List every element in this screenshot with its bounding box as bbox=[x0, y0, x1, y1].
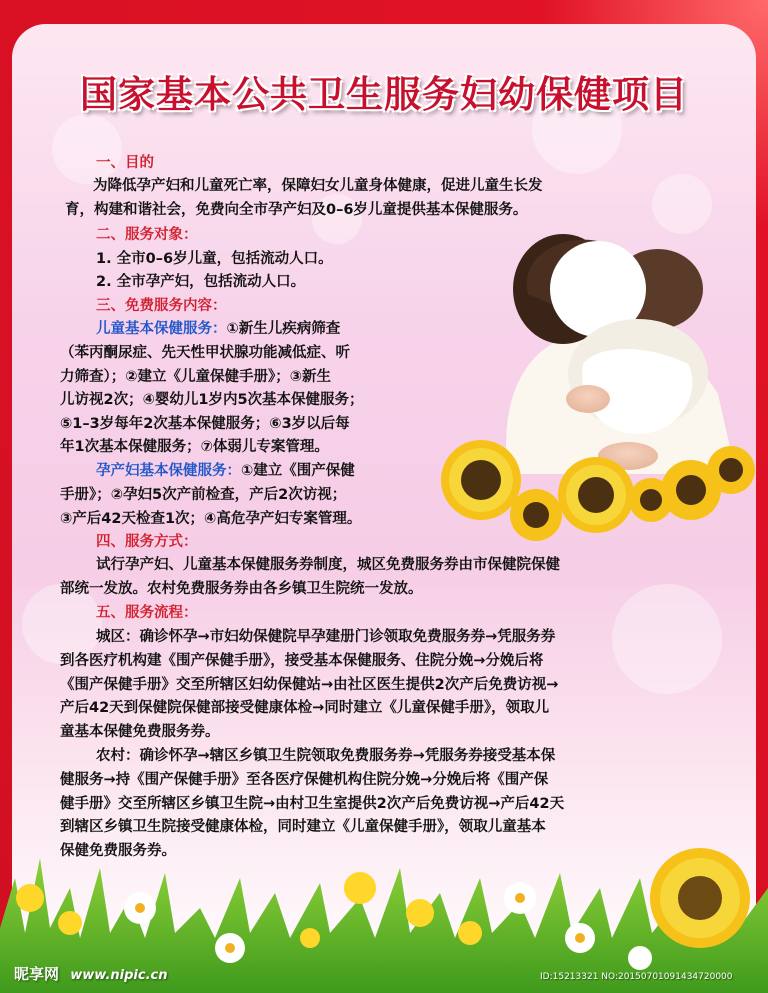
watermark-logo bbox=[14, 963, 167, 984]
child-services-text: ①新生儿疾病筛查 bbox=[226, 321, 341, 337]
method-line: 试行孕产妇、儿童基本保健服务券制度，城区免费服务券由市保健院保健 bbox=[96, 557, 560, 573]
child-line: ⑤1–3岁每年2次基本保健服务；⑥3岁以后每 bbox=[60, 415, 350, 432]
sunflowers-decoration bbox=[436, 440, 756, 550]
watermark-id: ID:15213321 NO:20150701091434720000 bbox=[540, 972, 733, 982]
watermark-logo-text: 昵享网 bbox=[14, 965, 60, 983]
process-rural-line: 健手册》交至所辖区乡镇卫生院→由村卫生室提供2次产后免费访视→产后42天 bbox=[60, 795, 565, 812]
process-city-body bbox=[60, 650, 558, 744]
child-line: 力筛查）；②建立《儿童保健手册》；③新生 bbox=[60, 368, 332, 385]
process-city-line: 《围产保健手册》交至所辖区妇幼保健站→由社区医生提供2次产后免费访视→ bbox=[60, 676, 559, 693]
purpose-heading: 一、目的 bbox=[96, 155, 154, 171]
process-city-line: 产后42天到保健院保健部接受健康体检→同时建立《儿童保健手册》，领取儿 bbox=[60, 700, 550, 716]
process-rural-line: 到辖区乡镇卫生院接受健康体检，同时建立《儿童保健手册》，领取儿童基本 bbox=[60, 819, 546, 835]
watermark-url: www.nipic.cn bbox=[70, 968, 168, 983]
child-line: 儿访视2次；④婴幼儿1岁内5次基本保健服务； bbox=[60, 392, 364, 408]
process-city-first bbox=[96, 626, 555, 650]
content-heading: 三、免费服务内容： bbox=[96, 297, 227, 314]
process-rural-first bbox=[96, 745, 555, 769]
section-purpose bbox=[96, 152, 154, 176]
child-services-label: 儿童基本保健服务： bbox=[96, 321, 227, 337]
purpose-body-2 bbox=[65, 199, 527, 223]
process-city-line: 童基本保健免费服务券。 bbox=[60, 723, 220, 740]
maternal-services-label: 孕产妇基本保健服务： bbox=[96, 463, 241, 479]
method-body bbox=[96, 554, 560, 578]
maternal-line: 手册》；②孕妇5次产前检查，产后2次访视； bbox=[60, 487, 347, 503]
process-rural-line: 农村：确诊怀孕→辖区乡镇卫生院领取免费服务券→凭服务券接受基本保 bbox=[96, 748, 556, 764]
method-line: 部统一发放。农村免费服务券由各乡镇卫生院统一发放。 bbox=[60, 581, 423, 597]
mother-baby-image bbox=[488, 224, 736, 474]
child-line: （苯丙酮尿症、先天性甲状腺功能减低症、听 bbox=[60, 345, 350, 361]
maternal-services-first bbox=[96, 460, 355, 484]
maternal-line: ③产后42天检查1次；④高危孕产妇专案管理。 bbox=[60, 510, 362, 527]
purpose-line: 为降低孕产妇和儿童死亡率，保障妇女儿童身体健康，促进儿童生长发 bbox=[93, 178, 543, 194]
purpose-line: 育，构建和谐社会，免费向全市孕产妇及0–6岁儿童提供基本保健服务。 bbox=[65, 202, 528, 218]
maternal-services-body bbox=[60, 484, 361, 555]
section-target bbox=[96, 224, 333, 318]
target-heading: 二、服务对象： bbox=[96, 227, 198, 243]
child-services-first bbox=[96, 318, 340, 342]
target-line: 1. 全市0–6岁儿童，包括流动人口。 bbox=[96, 250, 333, 267]
purpose-body bbox=[93, 175, 543, 199]
target-line: 2. 全市孕产妇，包括流动人口。 bbox=[96, 274, 306, 290]
child-services-body bbox=[60, 342, 364, 460]
process-city-line: 城区：确诊怀孕→市妇幼保健院早孕建册门诊领取免费服务券→凭服务券 bbox=[96, 629, 556, 645]
poster-title: 国家基本公共卫生服务妇幼保健项目 bbox=[80, 73, 688, 116]
process-heading: 五、服务流程： bbox=[96, 604, 198, 621]
process-rural-line: 保健免费服务券。 bbox=[60, 842, 176, 859]
process-city-line: 到各医疗机构建《围产保健手册》，接受基本保健服务、住院分娩→分娩后将 bbox=[60, 653, 544, 669]
maternal-services-text: ①建立《围产保健 bbox=[241, 463, 355, 479]
child-line: 年1次基本保健服务；⑦体弱儿专案管理。 bbox=[60, 439, 329, 455]
process-rural-line: 健服务→持《围产保健手册》至各医疗保健机构住院分娩→分娩后将《围产保 bbox=[60, 772, 549, 788]
method-body-2 bbox=[60, 578, 423, 625]
method-heading: 四、服务方式： bbox=[96, 534, 198, 550]
